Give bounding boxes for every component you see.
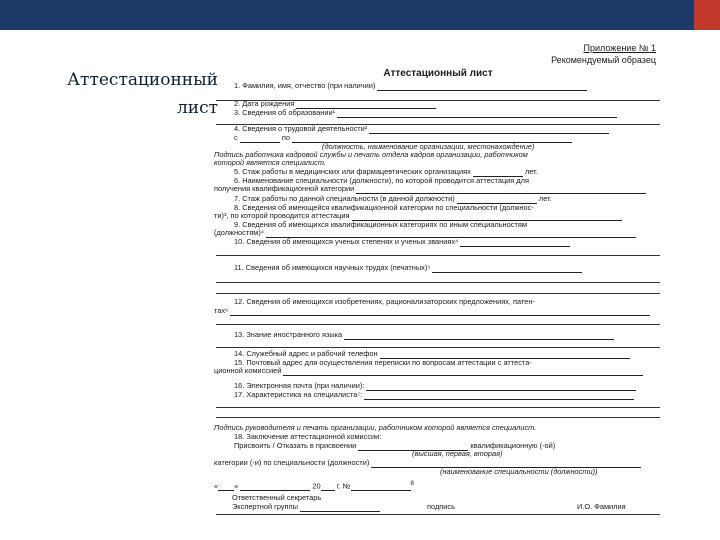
form-line: Экспертной группы [232, 501, 662, 512]
slide-top-bar [0, 0, 720, 30]
blank-rule [216, 324, 660, 325]
form-line: 17. Характеристика на специалиста⁷: [234, 389, 662, 400]
form-line: Присвоить / Отказать в присвоении квалификационную (-ой) [234, 441, 556, 450]
blank-rule [216, 255, 660, 256]
form-line: 14. Служебный адрес и рабочий телефон [234, 348, 662, 359]
recommended-sample: Рекомендуемый образец [551, 55, 656, 65]
form-line: 12. Сведения об имеющихся изобретениях, рационализаторских предложениях, патен- [234, 297, 535, 306]
form-line-hint: (должность, наименование организации, местонахождение) [322, 142, 535, 151]
appendix-number: Приложение № 1 [583, 43, 656, 53]
form-line: 6. Наименование специальности (должности), по которой проводится аттестация для [234, 176, 529, 185]
form-line: получения квалификационной категории [214, 183, 662, 194]
form-line: 5. Стаж работы в медицинских или фармацевтических организациях лет. [234, 167, 538, 176]
form-line-hint: (высшая, первая, вторая) [412, 449, 503, 458]
secretary-label: Ответственный секретарь [232, 493, 322, 502]
form-line: 15. Почтовый адрес для осуществления переписки по вопросам аттестации с аттеста- [234, 358, 532, 367]
form-line: (должностям)⁴ [214, 227, 662, 238]
form-line: ти)³, по которой проводится аттестация [214, 210, 662, 221]
form-line: 3. Сведения об образовании¹ [234, 107, 662, 118]
name-label: И.О. Фамилия [577, 502, 626, 511]
blank-rule [216, 407, 660, 408]
blank-rule [216, 417, 660, 418]
form-line: ционной комиссией [214, 365, 662, 376]
blank-rule [216, 282, 660, 283]
top-bar-accent [694, 0, 720, 30]
form-line: 10. Сведения об имеющихся ученых степенях и ученых званиях⁴ [234, 236, 662, 247]
signature-label: подпись [427, 502, 455, 511]
date-line: « » 20 г. № $^8$ [214, 480, 414, 491]
form-line: категории (-и) по специальности (должности) [214, 457, 662, 468]
blank-rule [216, 514, 660, 515]
document-title: Аттестационный лист [383, 68, 493, 79]
form-line: 9. Сведения об имеющихся квалификационных категориях по иным специальностям [234, 220, 527, 229]
blank-rule [216, 293, 660, 294]
form-line: которой является специалист. [214, 158, 326, 167]
form-line: 13. Знание иностранного языка [234, 329, 662, 340]
appendix-header [551, 42, 656, 66]
attestation-form-document [212, 42, 664, 522]
slide-title [28, 66, 218, 122]
form-line: с по [234, 132, 662, 143]
form-line: 8. Сведения об имеющейся квалификационной категории по специальности (должнос- [234, 203, 534, 212]
form-line: Подпись работника кадровой службы и печать отдела кадров организации, работником [214, 150, 528, 159]
form-line: 1. Фамилия, имя, отчество (при наличии) [234, 80, 662, 91]
form-line: 16. Электронная почта (при наличии): [234, 380, 662, 391]
slide-title-line-2: лист [176, 98, 218, 118]
form-line: 7. Стаж работы по данной специальности (в данной должности) лет. [234, 194, 552, 203]
form-line: 2. Дата рождения [234, 98, 662, 109]
form-line: Подпись руководителя и печать организации, работником которой является специалист. [214, 423, 537, 432]
form-line-hint: (наименование специальности (должности)) [440, 467, 598, 476]
form-line: 4. Сведения о трудовой деятельности² [234, 123, 662, 134]
slide-title-line-1: Аттестационный [67, 70, 218, 90]
form-line: тах⁶ [214, 305, 662, 316]
form-line: 18. Заключение аттестационной комиссии: [234, 432, 382, 441]
form-line: 11. Сведения об имеющихся научных трудах (печатных)⁵ [234, 262, 662, 273]
